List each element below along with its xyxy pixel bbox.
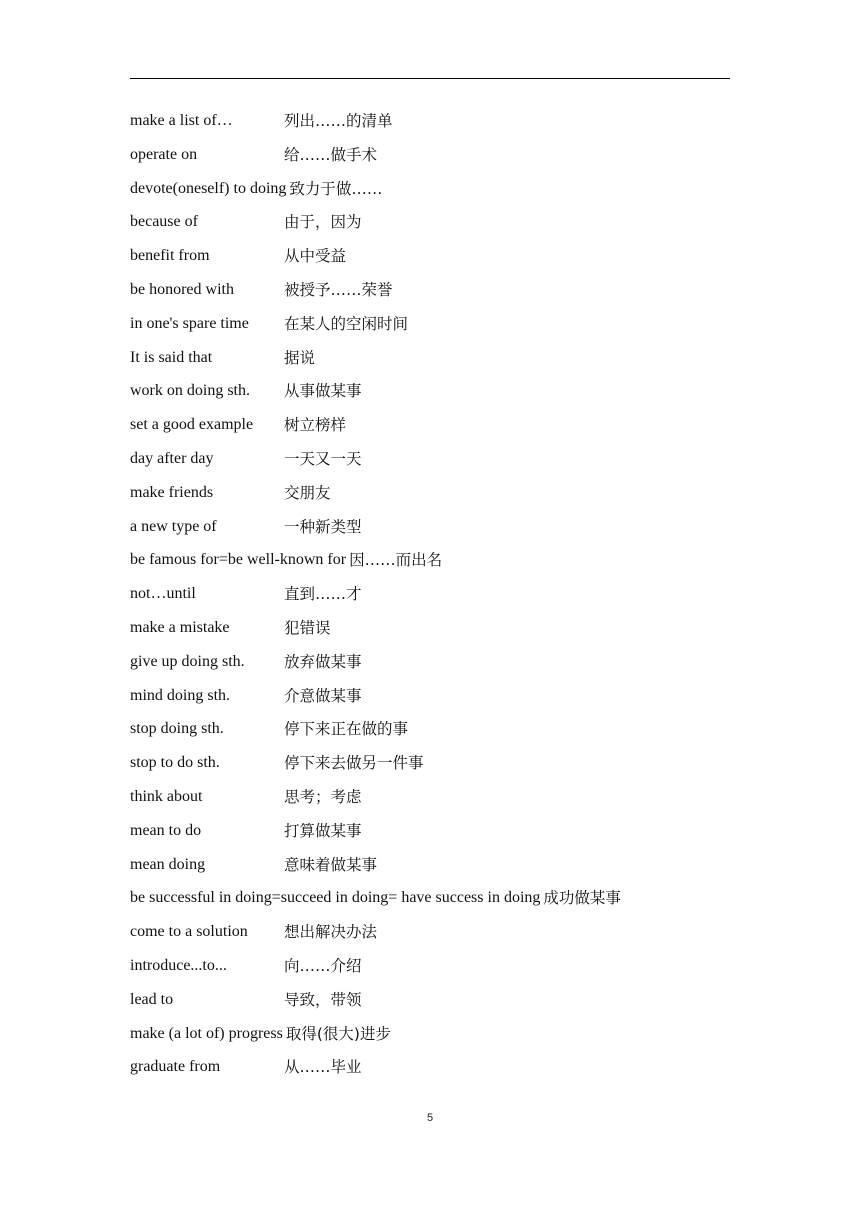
phrase-entry — [130, 412, 750, 446]
phrase-english: make a list of… — [130, 112, 233, 129]
phrase-entry — [130, 311, 750, 345]
phrase-chinese: 给……做手术 — [284, 145, 378, 164]
phrase-chinese: 从……毕业 — [284, 1058, 362, 1077]
phrase-english: make (a lot of) progress — [130, 1024, 283, 1042]
phrase-entry — [130, 209, 750, 243]
phrase-chinese: 成功做某事 — [543, 889, 621, 908]
phrase-chinese: 停下来正在做的事 — [284, 720, 409, 739]
phrase-chinese: 直到……才 — [284, 585, 362, 604]
phrase-entry — [130, 446, 750, 480]
phrase-entry — [130, 345, 750, 379]
phrase-entry — [130, 716, 750, 750]
phrase-entry — [130, 750, 750, 784]
phrase-english: operate on — [130, 145, 198, 163]
phrase-chinese: 意味着做某事 — [284, 855, 378, 874]
phrase-entry — [130, 683, 750, 717]
phrase-chinese: 被授予……荣誉 — [284, 280, 393, 299]
phrase-chinese: 打算做某事 — [284, 821, 362, 840]
phrase-entry — [130, 953, 750, 987]
phrase-chinese: 从中受益 — [284, 247, 347, 266]
phrase-entry — [130, 176, 750, 210]
phrase-english: make friends — [130, 483, 214, 501]
phrase-english: be famous for=be well-known for — [130, 551, 347, 569]
phrase-entry — [130, 142, 750, 176]
phrase-entry — [130, 919, 750, 953]
phrase-chinese: 导致，带领 — [284, 990, 362, 1009]
phrase-english: day after day — [130, 449, 214, 467]
phrase-entry — [130, 1054, 750, 1088]
phrase-entry — [130, 547, 750, 581]
phrase-chinese: 停下来去做另一件事 — [284, 754, 424, 773]
phrase-english: graduate from — [130, 1058, 221, 1076]
phrase-chinese: 一种新类型 — [284, 517, 362, 536]
phrase-chinese: 据说 — [284, 348, 316, 367]
phrase-chinese: 取得(很大)进步 — [285, 1024, 391, 1043]
phrase-english: mean to do — [130, 821, 202, 839]
phrase-chinese: 因……而出名 — [349, 551, 443, 570]
phrase-chinese: 列出……的清单 — [284, 112, 393, 130]
phrase-chinese: 从事做某事 — [284, 382, 362, 401]
phrase-entry — [130, 1021, 750, 1055]
phrase-chinese: 由于，因为 — [284, 213, 362, 232]
phrase-entry — [130, 818, 750, 852]
phrase-english: mind doing sth. — [130, 686, 231, 704]
phrase-entry — [130, 581, 750, 615]
phrase-entry — [130, 885, 750, 919]
phrase-chinese: 树立榜样 — [284, 416, 347, 435]
header-rule — [130, 78, 730, 79]
phrase-entry — [130, 987, 750, 1021]
phrase-english: stop doing sth. — [130, 720, 224, 738]
phrase-english: make a mistake — [130, 618, 230, 636]
phrase-english: introduce...to... — [130, 956, 227, 974]
phrase-english: in one's spare time — [130, 314, 249, 332]
phrase-entry — [130, 480, 750, 514]
phrase-english: give up doing sth. — [130, 652, 245, 670]
phrase-chinese: 放弃做某事 — [284, 652, 362, 671]
phrase-chinese: 想出解决办法 — [284, 923, 378, 942]
phrase-english: be honored with — [130, 280, 234, 298]
phrase-chinese: 交朋友 — [284, 483, 331, 502]
phrase-chinese: 思考；考虑 — [284, 787, 362, 806]
phrase-english: stop to do sth. — [130, 754, 220, 772]
phrase-chinese: 在某人的空闲时间 — [284, 314, 409, 333]
phrase-entry — [130, 378, 750, 412]
phrase-entry — [130, 784, 750, 818]
phrase-entry — [130, 649, 750, 683]
phrase-entry — [130, 852, 750, 886]
phrase-english: devote(oneself) to doing — [130, 179, 287, 197]
phrase-english: lead to — [130, 990, 174, 1008]
phrase-entry — [130, 615, 750, 649]
phrase-entry — [130, 514, 750, 548]
phrase-english: think about — [130, 787, 203, 805]
phrase-chinese: 一天又一天 — [284, 449, 362, 468]
phrase-entry — [130, 277, 750, 311]
phrase-english: benefit from — [130, 247, 210, 265]
phrase-english: mean doing — [130, 855, 206, 873]
phrase-english: a new type of — [130, 517, 217, 535]
page-number: 5 — [426, 1112, 434, 1124]
phrase-english: It is said that — [130, 348, 213, 366]
phrase-english: come to a solution — [130, 923, 248, 941]
phrase-english: set a good example — [130, 416, 254, 434]
phrase-english: work on doing sth. — [130, 382, 250, 400]
phrase-chinese: 介意做某事 — [284, 686, 362, 705]
phrase-chinese: 向……介绍 — [284, 956, 362, 975]
phrase-chinese: 致力于做…… — [289, 179, 383, 198]
phrase-chinese: 犯错误 — [284, 618, 331, 637]
phrase-english: because of — [130, 213, 198, 231]
phrase-entry — [130, 108, 750, 142]
phrase-list — [130, 108, 750, 1088]
phrase-entry — [130, 243, 750, 277]
phrase-english: not…until — [130, 585, 196, 603]
phrase-english: be successful in doing=succeed in doing= have success in doing — [130, 889, 541, 907]
